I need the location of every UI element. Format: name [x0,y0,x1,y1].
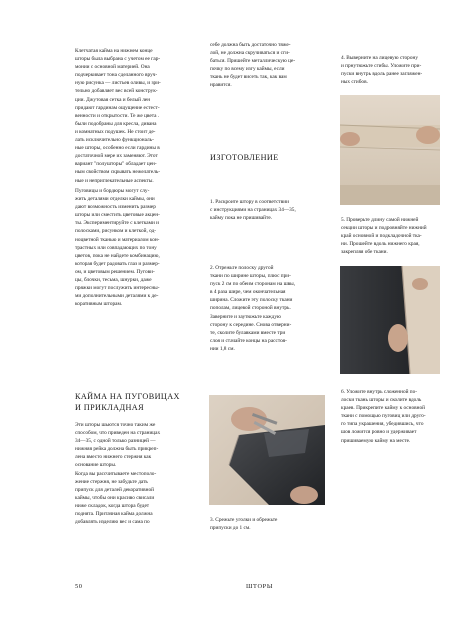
step-4-text: 4. Выверните на лицевую сторону и прнутюжьте сгибы. Уложите при- пуски внутрь вдоль ранее загляжен- ных сгибов. [341,55,423,86]
step-3-text: 3. Срежьте уголки и обрежьте припуски до 1 см. [210,517,278,532]
col2-paragraph-top: себе должна быть достаточно тяже- лой, не должна скручиваться и сги- баться. Пришейте металлическую це- почку по всему изгу каймы, если ткань не будет висеть так, как вам нравится. [210,42,296,89]
col1-paragraph-2: Пуговицы и бордюры могут слу- жить деталями отделки каймы, они дают возможность изменить размер шторы или сместить цветовые акцен- ты. Экспериментируйте с клетками и полосками, рисунком и клеткой, од- ноцветной тканью и материалом кон- трастных или совпадающих по тону цветов, пока не найдете комбинацию, которая будет радовать глаз и размер- ом, и цветовым решением. Пугови- цы, блочки, тесьма, шнурки, даже пряжки могут послужить интересны- ми дополнительными деталями к де- коративным шторам. [75,188,160,308]
step-3-photo [209,395,325,505]
section-heading-button-trim: КАЙМА НА ПУГОВИЦАХ И ПРИКЛАДНАЯ [75,392,180,412]
step-6-text: 6. Уложите внутрь сложенной по- лоски ткань шторы и сколите вдоль краев. Прикрепите кайму к основной ткани с помощью пуговиц или друго- го типа украшения, убедившись, что шов ложится ровно и удерживает пришиваемую кайму на месте. [341,389,426,444]
step-5-photo [340,266,440,374]
page-number: 50 [75,583,83,590]
section-heading-making: ИЗГОТОВЛЕНИЕ [210,153,279,162]
col1-paragraph-1: Клетчатая кайма на нижнем конце шторы была выбрана с учетом ее гар- монии с основной материей. Она подчеркивает тона сделанного вруч- ную рисунка — листьев оливы, и зри- тельно добавляет вес всей конструк- ции. Джутовая сетка и белый лен придают гардинам ощущение естест- венности и открытости. Те же цвета . были подобраны для кресла, дивана и комнатных подушек. Не стоит де- лать исключительно функциональ- ные шторы, особенно если гардины в достаточной мере их заменяют. Этот вариант "полушторы" обладает цен- ным свойством скрывать нежелатель- ные и неприглекательные аспекты. [75,48,161,184]
running-title: ШТОРЫ [246,583,274,590]
col1-paragraph-3: Эти шторы шьются точно таким же способом, что приведен на страницах 34—35, с одной только разницей — нижняя рейка должна быть прикреп- лена вместо нижнего стержня как основание шторы. Когда вы рассчитываете местополо- жение стержня, не забудьте дать припуск для деталей декоративной каймы, чтобы они красиво свисали ниже складок, когда штора будет поднята. Притачная кайма должна добавлять изделию вес и сама по [75,422,161,526]
step-1-text: 1. Раскроите штору в соответствии с инструкциями на страницах 34—35, кайму пока не пришивайте. [210,199,296,222]
step-2-text: 2. Отрежьте полоску другой ткани по ширине шторы, плюс при- пуск 2 см по обеим сторонам на швы, в 4 раза шире, чем окончательная ширина. Сложите эту полоску ткани пополам, лицевой стороной внутрь. Заверните и заутюжьте каждую сторону к середине. Снова отверни- те, сколите булавками вместе три слоя и стачайте концы на расстоя- нии 1,8 см. [210,265,296,352]
step-5-text: 5. Проверьте длину самой нижней секции шторы и подровняйте нижний край основной и подкладочной тка- ни. Прошейте вдоль нижнего края, закрепляя обе ткани. [341,217,427,256]
step-4-photo [340,95,440,205]
